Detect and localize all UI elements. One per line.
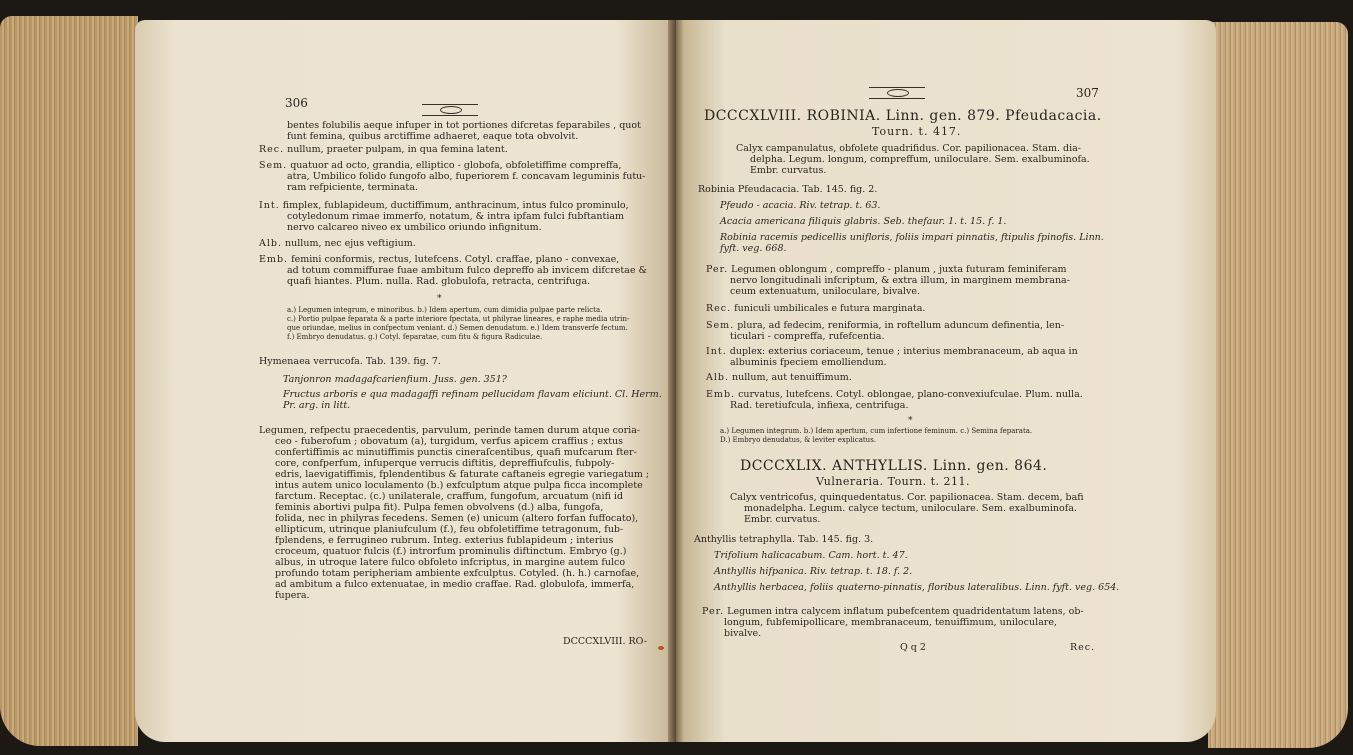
entry-label: Sem. (706, 320, 735, 331)
left-page (135, 20, 675, 742)
entry-int (259, 200, 629, 233)
robinia-entry-emb (706, 389, 1083, 411)
entry-text: fimplex, fublapideum, ductiffimum, anthracinum, intus fulco prominulo, (282, 200, 629, 211)
entry-text: quatuor ad octo, grandia, elliptico - globofa, obfoletiffime compreffa, (290, 160, 622, 171)
description-line: Legumen, refpectu praecedentis, parvulum, perinde tamen durum atque coria- (259, 425, 641, 436)
header-ornament (422, 104, 478, 116)
description-line: albus, in utroque latere fulco obfoleto infcriptus, in margine autem fulco (275, 557, 626, 568)
footnote-line: c.) Portio pulpae feparata & a parte interiore fpectata, ut philyrae lineares, e raphe media utrin- (287, 315, 630, 323)
hymenaea-description (259, 425, 649, 601)
robinia-entry-sem (706, 320, 1064, 342)
entry-text: Legumen oblongum , compreffo - planum , juxta futuram feminiferam (731, 264, 1067, 275)
robinia-references (720, 200, 1104, 254)
entry-text: nullum, nec ejus veftigium. (285, 238, 416, 249)
footnote-line: f.) Embryo denudatus. g.) Cotyl. feparatae, cum fitu & figura Radiculae. (287, 333, 543, 341)
entry-rec (259, 144, 508, 155)
entry-text: funiculi umbilicales e futura marginata. (734, 303, 926, 314)
robinia-description (736, 143, 1090, 176)
entry-label: Alb. (706, 372, 729, 383)
hymenaea-heading: Hymenaea verrucofa. Tab. 139. fig. 7. (259, 356, 441, 367)
footnote-star: * (908, 416, 913, 426)
robinia-entry-rec (706, 303, 925, 314)
entry-label: Per. (702, 606, 725, 617)
entry-text: femini conformis, rectus, lutefcens. Cotyl. craffae, plano - convexae, (291, 254, 620, 265)
entry-text: nervo longitudinali infcriptum, & extra illum, in marginem membrana- (730, 275, 1070, 286)
entry-sem (259, 160, 645, 193)
reference-line: Tanjonron madagafcarienfium. Juss. gen. 351? (283, 374, 507, 385)
description-line: croceum, quatuor fulcis (f.) introrfum prominulis diftinctum. Embryo (g.) (275, 546, 627, 557)
description-line: profundo totam peripheriam ambiente exfculptus. Cotyled. (h. h.) carnofae, (275, 568, 640, 579)
text-line: funt femina, quibus arctiffime adhaeret, eaque tota obvolvit. (287, 131, 579, 142)
left-page-edges (0, 16, 138, 746)
reference-line: Anthyllis hifpanica. Riv. tetrap. t. 18. f. 2. (714, 566, 913, 577)
description-line: monadelpha. Legum. calyce tectum, uniloculare. Sem. exalbuminofa. (744, 503, 1077, 514)
entry-label: Emb. (259, 254, 289, 265)
entry-text: ceum extenuatum, uniloculare, bivalve. (730, 286, 920, 297)
entry-text: curvatus, lutefcens. Cotyl. oblongae, plano-convexiufculae. Plum. nulla. (738, 389, 1083, 400)
description-line: Calyx ventricofus, quinquedentatus. Cor. papilionacea. Stam. decem, bafi (730, 492, 1084, 503)
description-line: fupera. (275, 590, 310, 601)
anthyllis-entry-per (702, 606, 1084, 639)
entry-label: Alb. (259, 238, 282, 249)
page-number-left: 306 (285, 96, 308, 110)
entry-label: Sem. (259, 160, 288, 171)
reference-line: Pr. arg. in litt. (283, 400, 351, 411)
reference-line: Acacia americana filiquis glabris. Seb. thefaur. 1. t. 15. f. 1. (720, 216, 1007, 227)
description-line: ellipticum, utrinque planiufculum (f.), feu obfoletiffime tetragonum, fub- (275, 524, 624, 535)
footnote-line: que oriundae, melius in confpectum veniant. d.) Semen denudatum. e.) Idem transverfe fectum. (287, 324, 628, 332)
robinia-heading: DCCCXLVIII. ROBINIA. Linn. gen. 879. Pfeudacacia. (704, 108, 1102, 124)
footnotes-left (287, 306, 629, 342)
entry-label: Rec. (706, 303, 732, 314)
reference-line: Robinia racemis pedicellis unifloris, foliis impari pinnatis, ftipulis fpinofis. Linn. (720, 232, 1104, 243)
ink-stain (658, 646, 664, 650)
description-line: Embr. curvatus. (750, 165, 827, 176)
anthyllis-subheading: Vulneraria. Tourn. t. 211. (816, 475, 971, 488)
description-line: intus autem unico loculamento (b.) exfculptum atque pulpa ficca incomplete (275, 480, 643, 491)
entry-label: Rec. (259, 144, 285, 155)
entry-text: plura, ad fedecim, reniformia, in roftellum aduncum definentia, len- (737, 320, 1065, 331)
entry-alb (259, 238, 416, 249)
signature-mark: Q q 2 (900, 642, 926, 653)
reference-line: Trifolium halicacabum. Cam. hort. t. 47. (714, 550, 908, 561)
footnote-line: a.) Legumen integrum. b.) Idem apertum, cum infertione feminum. c.) Semina feparata. (720, 427, 1033, 435)
right-page-edges (1208, 22, 1348, 748)
footnote-star: * (437, 294, 442, 304)
continued-text (287, 120, 641, 142)
entry-text: Rad. teretiufcula, infiexa, centrifuga. (730, 400, 909, 411)
description-line: Embr. curvatus. (744, 514, 821, 525)
description-line: confertiffimis ac minutiffimis punctis cineraſcentibus, quafi mufcarum fter- (275, 447, 637, 458)
header-ornament (869, 87, 925, 99)
hymenaea-references (283, 374, 662, 411)
entry-text: ad totum commiffurae fuae ambitum fulco depreffo ab invicem difcretae & (287, 265, 647, 276)
entry-text: cotyledonum rimae immerfo, notatum, & intra ipfam fulci fubftantiam (287, 211, 625, 222)
entry-text: quafi hiantes. Plum. nulla. Rad. globulofa, retracta, centrifuga. (287, 276, 591, 287)
anthyllis-heading: DCCCXLIX. ANTHYLLIS. Linn. gen. 864. (740, 458, 1048, 474)
description-line: folida, nec in philyras fecedens. Semen (e) unicum (altero forfan fuffocato), (275, 513, 639, 524)
entry-text: duplex: exterius coriaceum, tenue ; interius membranaceum, ab aqua in (729, 346, 1078, 357)
robinia-footnotes (720, 427, 1032, 445)
entry-text: nullum, aut tenuiffimum. (732, 372, 852, 383)
anthyllis-references (714, 550, 1119, 593)
description-line: Calyx campanulatus, obfolete quadrifidus. Cor. papilionacea. Stam. dia- (736, 143, 1082, 154)
page-number-right: 307 (1076, 86, 1099, 100)
entry-text: albuminis fpeciem emolliendum. (730, 357, 887, 368)
robinia-entry-int (706, 346, 1078, 368)
catchword-right: Rec. (1070, 642, 1096, 653)
description-line: fplendens, e ferrugineo rubrum. Integ. exterius fublapideum ; interius (275, 535, 614, 546)
text-line: bentes folubilis aeque infuper in tot portiones difcretas feparabiles , quot (287, 120, 641, 131)
description-line: delpha. Legum. longum, compreffum, uniloculare. Sem. exalbuminofa. (750, 154, 1090, 165)
entry-label: Emb. (706, 389, 736, 400)
entry-text: longum, fubfemipollicare, membranaceum, tenuiffimum, uniloculare, (724, 617, 1057, 628)
entry-text: nullum, praeter pulpam, in qua femina latent. (287, 144, 508, 155)
entry-text: bivalve. (724, 628, 762, 639)
description-line: core, confperfum, infuperque verrucis diftitis, depreffiufculis, fubpoly- (275, 458, 615, 469)
entry-label: Per. (706, 264, 729, 275)
right-page (676, 20, 1216, 742)
catchword-left: DCCCXLVIII. RO- (563, 636, 648, 647)
entry-text: ram refpiciente, terminata. (287, 182, 418, 193)
description-line: ceo - fuberofum ; obovatum (a), turgidum, verfus apicem craffius ; extus (275, 436, 624, 447)
anthyllis-description (730, 492, 1084, 525)
robinia-entry-per (706, 264, 1070, 297)
footnote-line: a.) Legumen integrum, e minoribus. b.) Idem apertum, cum dimidia pulpae parte relicta. (287, 306, 603, 314)
reference-line: fyft. veg. 668. (720, 243, 787, 254)
robinia-ref-heading: Robinia Pfeudacacia. Tab. 145. fig. 2. (698, 184, 878, 195)
description-line: feminis abortivi pulpa fit). Pulpa femen obvolvens (d.) alba, fungofa, (275, 502, 604, 513)
reference-line: Anthyllis herbacea, foliis quaterno-pinnatis, floribus lateralibus. Linn. fyft. veg. 654. (714, 582, 1120, 593)
entry-text: Legumen intra calycem inflatum pubefcentem quadridentatum latens, ob- (727, 606, 1084, 617)
footnote-line: D.) Embryo denudatus, & leviter explicatus. (720, 436, 877, 444)
reference-line: Pfeudo - acacia. Riv. tetrap. t. 63. (720, 200, 881, 211)
reference-line: Fructus arboris e qua madagaffi refinam pellucidam flavam eliciunt. Cl. Herm. (283, 389, 662, 400)
robinia-tournefort: Tourn. t. 417. (872, 125, 962, 138)
entry-label: Int. (259, 200, 280, 211)
entry-emb (259, 254, 647, 287)
description-line: farctum. Receptac. (c.) unilaterale, craffum, fungofum, arcuatum (nifi id (275, 491, 624, 502)
entry-text: nervo calcareo niveo ex umbilico oriundo infignitum. (287, 222, 542, 233)
entry-label: Int. (706, 346, 727, 357)
description-line: ad ambitum a fulco extenuatae, in medio craffae. Rad. globulofa, immerfa, (275, 579, 635, 590)
entry-text: ticulari - compreffa, rufefcentia. (730, 331, 885, 342)
entry-text: atra, Umbilico folido fungofo albo, fuperiorem f. concavam leguminis futu- (287, 171, 646, 182)
description-line: edris, laevigatiffimis, fplendentibus & faturate caftaneis egregie variegatum ; (275, 469, 650, 480)
robinia-entry-alb (706, 372, 852, 383)
anthyllis-ref-heading: Anthyllis tetraphylla. Tab. 145. fig. 3. (694, 534, 874, 545)
